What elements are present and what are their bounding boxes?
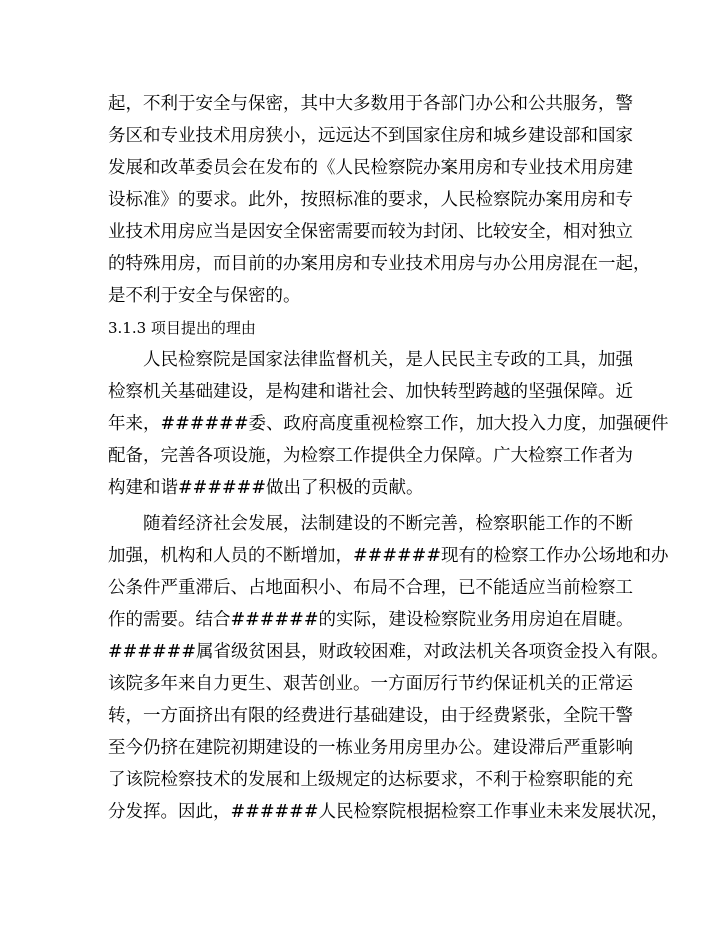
paragraph-1-line-3: 发展和改革委员会在发布的《人民检察院办案用房和专业技术用房建 [108, 158, 633, 178]
paragraph-2-line-2: 检察机关基础建设，是构建和谐社会、加快转型跨越的坚强保障。近 [108, 382, 633, 402]
paragraph-2-line-3: 年来，######委、政府高度重视检察工作，加大投入力度，加强硬件 [108, 414, 669, 434]
paragraph-1-line-4: 设标准》的要求。此外，按照标准的要求，人民检察院办案用房和专 [108, 190, 633, 210]
paragraph-3-line-7: 转，一方面挤出有限的经费进行基础建设，由于经费紧张，全院干警 [108, 706, 633, 726]
paragraph-1-line-1: 起，不利于安全与保密，其中大多数用于各部门办公和公共服务，警 [108, 94, 633, 114]
paragraph-1-line-2: 务区和专业技术用房狭小，远远达不到国家住房和城乡建设部和国家 [108, 126, 633, 146]
paragraph-3-line-4: 作的需要。结合######的实际，建设检察院业务用房迫在眉睫。 [108, 610, 634, 630]
paragraph-3-line-10: 分发挥。因此，######人民检察院根据检察工作事业未来发展状况， [108, 802, 669, 822]
paragraph-3-line-6: 该院多年来自力更生、艰苦创业。一方面厉行节约保证机关的正常运 [108, 674, 633, 694]
paragraph-3-line-2: 加强，机构和人员的不断增加，######现有的检察工作办公场地和办 [108, 546, 669, 566]
paragraph-2-line-5: 构建和谐######做出了积极的贡献。 [108, 478, 424, 498]
paragraph-3-line-9: 了该院检察技术的发展和上级规定的达标要求，不利于检察职能的充 [108, 770, 633, 790]
section-heading: 3.1.3 项目提出的理由 [108, 319, 256, 337]
paragraph-3-line-5: ######属省级贫困县，财政较困难，对政法机关各项资金投入有限。 [108, 642, 669, 662]
paragraph-3-line-1: 随着经济社会发展，法制建设的不断完善，检察职能工作的不断 [143, 514, 633, 534]
paragraph-2-line-4: 配备，完善各项设施，为检察工作提供全力保障。广大检察工作者为 [108, 446, 633, 466]
paragraph-3-line-3: 公条件严重滞后、占地面积小、布局不合理，已不能适应当前检察工 [108, 578, 633, 598]
paragraph-1-line-6: 的特殊用房，而目前的办案用房和专业技术用房与办公用房混在一起， [108, 254, 651, 274]
paragraph-3-line-8: 至今仍挤在建院初期建设的一栋业务用房里办公。建设滞后严重影响 [108, 738, 633, 758]
paragraph-1-line-5: 业技术用房应当是因安全保密需要而较为封闭、比较安全，相对独立 [108, 222, 633, 242]
paragraph-2-line-1: 人民检察院是国家法律监督机关，是人民民主专政的工具，加强 [143, 350, 633, 370]
paragraph-1-line-7: 是不利于安全与保密的。 [108, 286, 301, 306]
